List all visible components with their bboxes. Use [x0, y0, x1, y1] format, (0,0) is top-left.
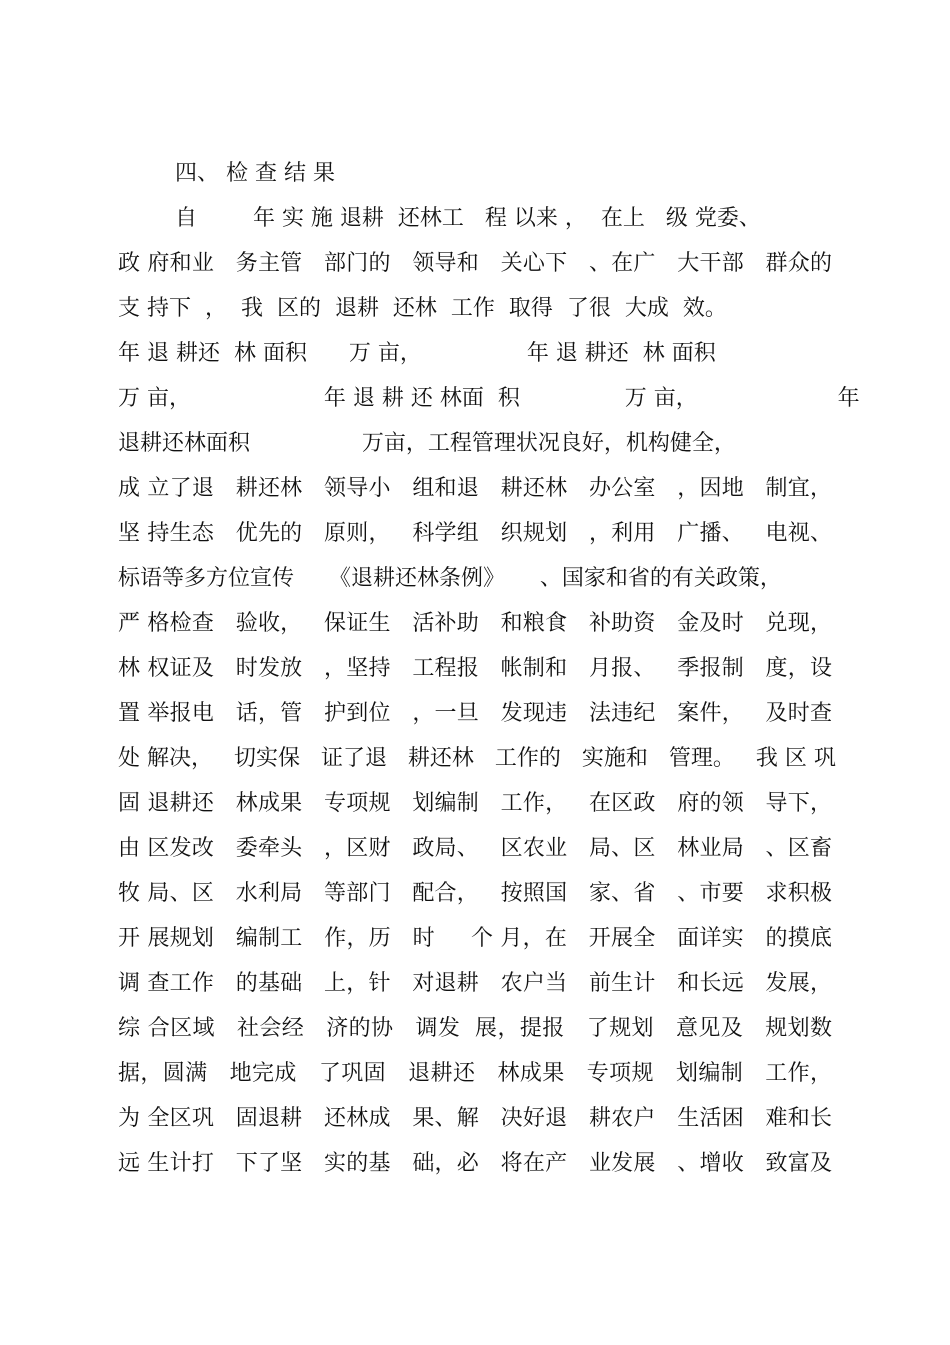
text-line: 年 退 耕还 林 面积 万 亩， 年 退 耕还 林 面积 — [118, 341, 716, 366]
text-line: 处 解决， 切实保 证了退 耕还林 工作的 实施和 管理。 我 区 巩 — [118, 746, 836, 771]
text-line: 政 府和业 务主管 部门的 领导和 关心下 、在广 大干部 群众的 — [118, 251, 832, 276]
text-line: 据，圆满 地完成 了巩固 退耕还 林成果 专项规 划编制 工作， — [118, 1061, 832, 1086]
text-line: 林 权证及 时发放 ，坚持 工程报 帐制和 月报、 季报制 度，设 — [118, 656, 832, 681]
text-line: 牧 局、区 水利局 等部门 配合， 按照国 家、省 、市要 求积极 — [118, 881, 832, 906]
text-line: 由 区发改 委牵头 ，区财 政局、 区农业 局、区 林业局 、区畜 — [118, 836, 832, 861]
text-line: 为 全区巩 固退耕 还林成 果、解 决好退 耕农户 生活困 难和长 — [118, 1106, 832, 1131]
text-line: 自 年 实 施 退耕 还林工 程 以来 ， 在上 级 党委、 — [175, 206, 761, 231]
text-line: 置 举报电 话，管 护到位 ，一旦 发现违 法违纪 案件， 及时查 — [118, 701, 832, 726]
text-line: 成 立了退 耕还林 领导小 组和退 耕还林 办公室 ，因地 制宜， — [118, 476, 832, 501]
text-line: 支 持下 ， 我 区的 退耕 还林 工作 取得 了很 大成 效。 — [118, 296, 727, 321]
text-line: 退耕还林面积 万亩，工程管理状况良好，机构健全， — [118, 431, 736, 456]
text-line: 远 生计打 下了坚 实的基 础，必 将在产 业发展 、增收 致富及 — [118, 1151, 832, 1176]
text-line: 标语等多方位宣传 《退耕还林条例》 、国家和省的有关政策， — [118, 566, 782, 591]
text-line: 调 查工作 的基础 上，针 对退耕 农户当 前生计 和长远 发展， — [118, 971, 832, 996]
text-line: 综 合区域 社会经 济的协 调发 展，提报 了规划 意见及 规划数 — [118, 1016, 832, 1041]
text-line: 坚 持生态 优先的 原则， 科学组 织规划 ，利用 广播、 电视、 — [118, 521, 832, 546]
text-line: 严 格检查 验收， 保证生 活补助 和粮食 补助资 金及时 兑现， — [118, 611, 832, 636]
text-line: 固 退耕还 林成果 专项规 划编制 工作， 在区政 府的领 导下， — [118, 791, 832, 816]
text-line: 万 亩， 年 退 耕 还 林面 积 万 亩， 年 — [118, 386, 860, 411]
section-heading: 四、 检 查 结 果 — [175, 161, 335, 186]
text-line: 开 展规划 编制工 作，历 时 个 月，在 开展全 面详实 的摸底 — [118, 926, 832, 951]
